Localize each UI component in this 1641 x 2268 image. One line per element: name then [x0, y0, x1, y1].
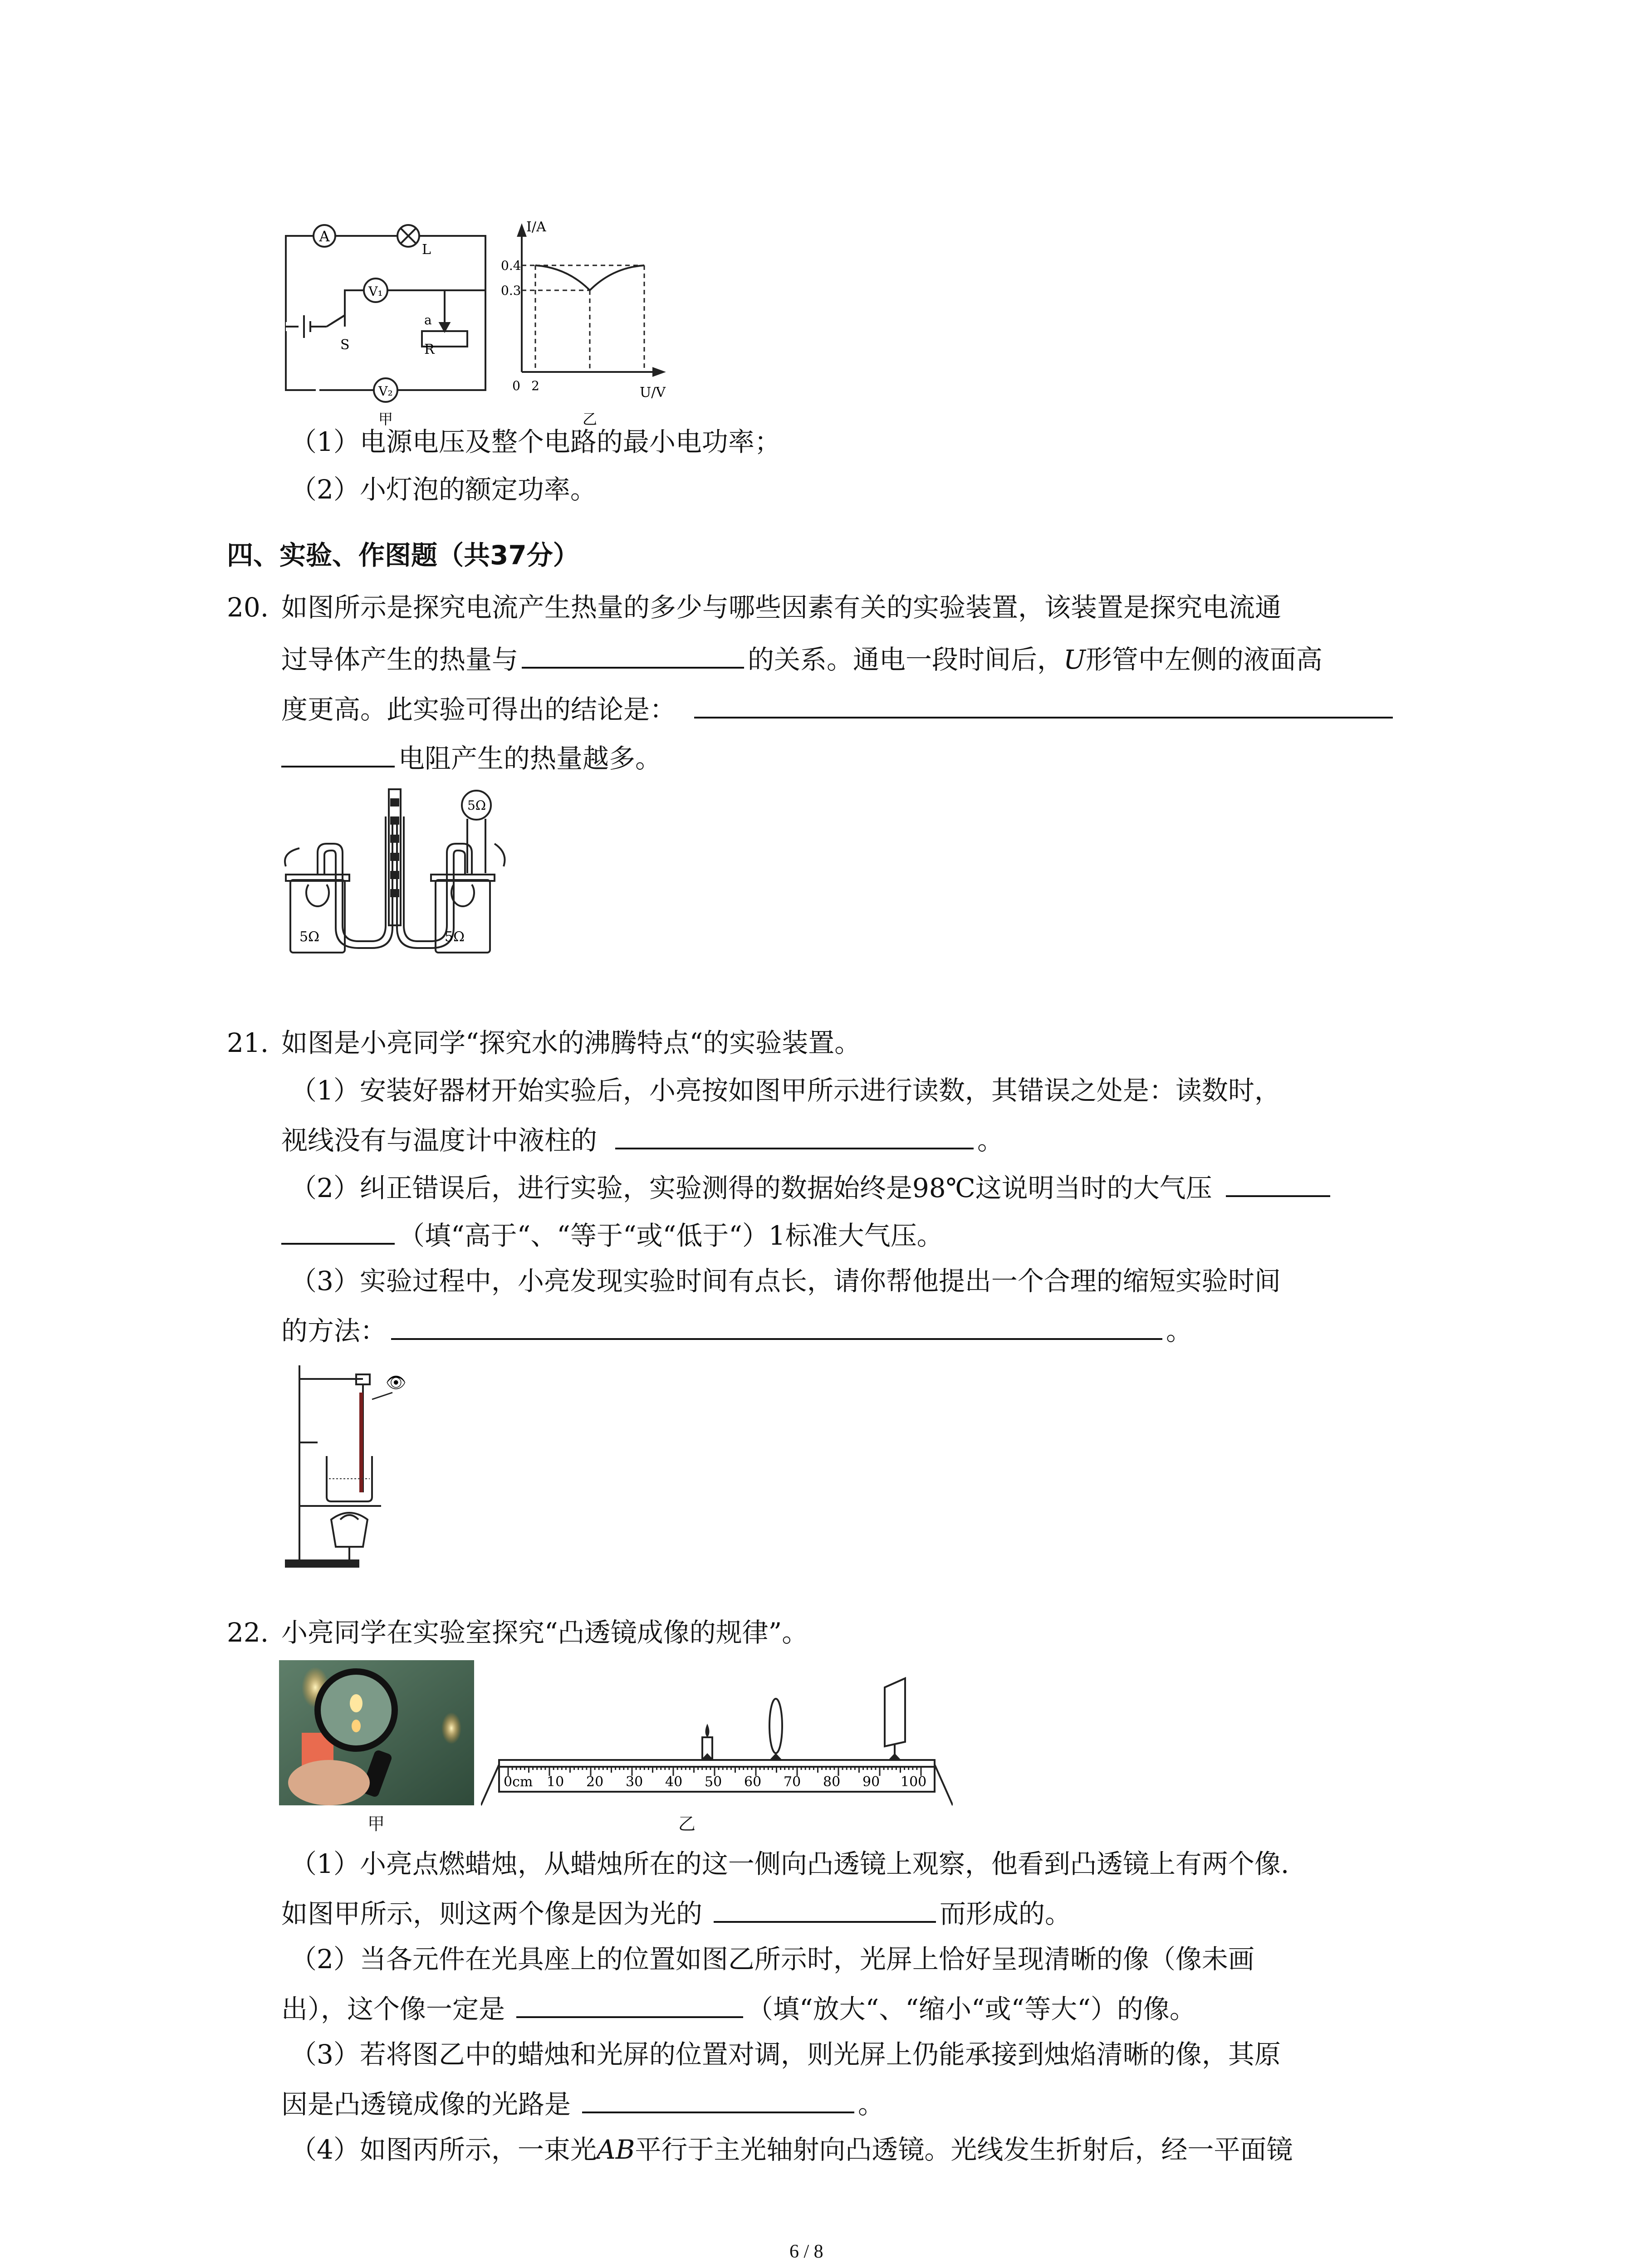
- q20-apparatus-figure: [281, 780, 517, 962]
- q19-part2: （2）小灯泡的额定功率。: [290, 474, 597, 505]
- q21-part1-line1: （1）安装好器材开始实验后，小亮按如图甲所示进行读数，其错误之处是：读数时，: [290, 1075, 1281, 1106]
- q20-line2-c: 形管中左侧的液面高: [1085, 644, 1323, 675]
- q22-magnifier-photo: [279, 1660, 474, 1805]
- q21-part3-end: 。: [1166, 1315, 1193, 1346]
- q21-part1-end: 。: [977, 1125, 1004, 1156]
- svg-text:0.4: 0.4: [501, 258, 521, 273]
- q20-line4-text: 电阻产生的热量越多。: [398, 743, 662, 774]
- svg-text:5Ω: 5Ω: [445, 929, 465, 945]
- svg-text:2: 2: [531, 378, 539, 393]
- q22-fig-a-caption: 甲: [367, 1814, 385, 1834]
- iu-graph: [499, 218, 690, 431]
- q21-part1-text: 视线没有与温度计中液柱的: [281, 1125, 598, 1156]
- q22-part4-line1: [290, 2136, 1293, 2163]
- page-number: 6 / 8: [789, 2241, 823, 2262]
- svg-text:20: 20: [586, 1774, 604, 1790]
- svg-text:R: R: [424, 342, 435, 357]
- q21-boiling-figure: [272, 1356, 426, 1574]
- q22-part1-end: 而形成的。: [940, 1898, 1072, 1929]
- q20-line3: [281, 694, 1393, 723]
- svg-text:0cm: 0cm: [504, 1774, 533, 1790]
- q20-line2: [281, 644, 1323, 673]
- svg-text:I/A: I/A: [526, 219, 546, 235]
- q22-optical-bench: [481, 1669, 953, 1810]
- q22-blank-1[interactable]: [714, 1898, 936, 1923]
- q22-part3-line1: （3）若将图乙中的蜡烛和光屏的位置对调，则光屏上仍能承接到烛焰清晰的像，其原: [290, 2039, 1281, 2070]
- svg-text:30: 30: [626, 1774, 643, 1790]
- q21-part3-line2: [281, 1315, 1192, 1344]
- svg-text:S: S: [340, 337, 350, 353]
- q22-part1-line2: [281, 1898, 1071, 1927]
- q22-blank-2[interactable]: [516, 1994, 743, 2018]
- q20-blank-3[interactable]: [281, 743, 395, 767]
- q22-part4-text-a: （4）如图丙所示，一束光: [290, 2134, 597, 2165]
- svg-text:甲: 甲: [378, 411, 393, 428]
- svg-text:V₂: V₂: [378, 384, 393, 399]
- svg-text:100: 100: [901, 1774, 927, 1790]
- q20-line1: 如图所示是探究电流产生热量的多少与哪些因素有关的实验装置，该装置是探究电流通: [281, 592, 1282, 623]
- svg-text:a: a: [424, 313, 432, 327]
- q20-blank-1[interactable]: [522, 644, 744, 669]
- q21-blank-2a[interactable]: [1226, 1173, 1330, 1197]
- svg-text:10: 10: [547, 1774, 564, 1790]
- q21-blank-1[interactable]: [615, 1125, 974, 1149]
- svg-text:50: 50: [705, 1774, 722, 1790]
- svg-text:5Ω: 5Ω: [467, 798, 486, 813]
- q22-part2-line2: [281, 1994, 1196, 2022]
- q21-stem: 如图是小亮同学“探究水的沸腾特点“的实验装置。: [281, 1027, 861, 1058]
- q20-line2-a: 过导体产生的热量与: [281, 644, 519, 675]
- svg-text:U/V: U/V: [640, 385, 666, 401]
- q21-part1-line2: [281, 1125, 1004, 1154]
- q22-part1-text: 如图甲所示，则这两个像是因为光的: [281, 1898, 703, 1929]
- svg-text:0: 0: [512, 378, 520, 393]
- eye-icon: 👁: [386, 1374, 407, 1392]
- q22-part1-line1: （1）小亮点燃蜡烛，从蜡烛所在的这一侧向凸透镜上观察，他看到凸透镜上有两个像.: [290, 1848, 1289, 1879]
- svg-text:乙: 乙: [582, 411, 598, 428]
- circuit-diagram: [272, 218, 526, 431]
- q22-part4-text-b: 平行于主光轴射向凸透镜。光线发生折射后，经一平面镜: [635, 2134, 1293, 2165]
- q22-part3-end: 。: [858, 2089, 885, 2120]
- q22-part3-line2: [281, 2089, 885, 2120]
- q21-blank-2b[interactable]: [281, 1220, 395, 1245]
- q21-part2-line1: [290, 1173, 1330, 1201]
- q21-part3-text: 的方法：: [281, 1315, 387, 1346]
- q21-number: 21.: [227, 1027, 269, 1058]
- q20-u-symbol: U: [1063, 644, 1086, 675]
- q20-line3-text: 度更高。此实验可得出的结论是：: [281, 694, 676, 725]
- section-heading: 四、实验、作图题（共37分）: [227, 540, 579, 571]
- svg-text:70: 70: [784, 1774, 801, 1790]
- q22-fig-b-caption: 乙: [678, 1814, 696, 1834]
- q20-blank-2[interactable]: [694, 694, 1393, 719]
- q19-part1: （1）电源电压及整个电路的最小电功率；: [290, 426, 781, 457]
- svg-text:A: A: [319, 228, 330, 245]
- svg-text:0.3: 0.3: [501, 283, 521, 298]
- q21-part2-line2: [281, 1220, 943, 1249]
- svg-text:L: L: [422, 242, 431, 258]
- q22-part3-text: 因是凸透镜成像的光路是: [281, 2089, 571, 2120]
- svg-text:90: 90: [862, 1774, 880, 1790]
- q22-stem: 小亮同学在实验室探究“凸透镜成像的规律”。: [281, 1617, 808, 1648]
- q21-part2-end: （填“高于“、“等于“或“低于“）1标准大气压。: [398, 1220, 943, 1251]
- q22-part2-text: 出），这个像一定是: [281, 1994, 505, 2024]
- q22-number: 22.: [227, 1617, 269, 1648]
- q20-line4: [281, 743, 661, 772]
- q22-part2-end: （填“放大“、“缩小“或“等大“）的像。: [747, 1994, 1196, 2024]
- q20-number: 20.: [227, 592, 269, 623]
- q22-ray-ab: AB: [596, 2134, 635, 2165]
- q22-part2-line1: （2）当各元件在光具座上的位置如图乙所示时，光屏上恰好呈现清晰的像（像未画: [290, 1944, 1254, 1975]
- svg-text:60: 60: [744, 1774, 762, 1790]
- q21-part2-text: （2）纠正错误后，进行实验，实验测得的数据始终是98℃这说明当时的大气压: [290, 1173, 1212, 1203]
- svg-text:5Ω: 5Ω: [299, 929, 319, 945]
- svg-text:80: 80: [823, 1774, 841, 1790]
- svg-text:V₁: V₁: [368, 284, 383, 299]
- q21-blank-3[interactable]: [391, 1315, 1162, 1340]
- svg-text:40: 40: [665, 1774, 683, 1790]
- q20-line2-b: 的关系。通电一段时间后，: [748, 644, 1064, 675]
- q22-blank-3[interactable]: [582, 2089, 854, 2113]
- q21-part3-line1: （3）实验过程中，小亮发现实验时间有点长，请你帮他提出一个合理的缩短实验时间: [290, 1266, 1281, 1296]
